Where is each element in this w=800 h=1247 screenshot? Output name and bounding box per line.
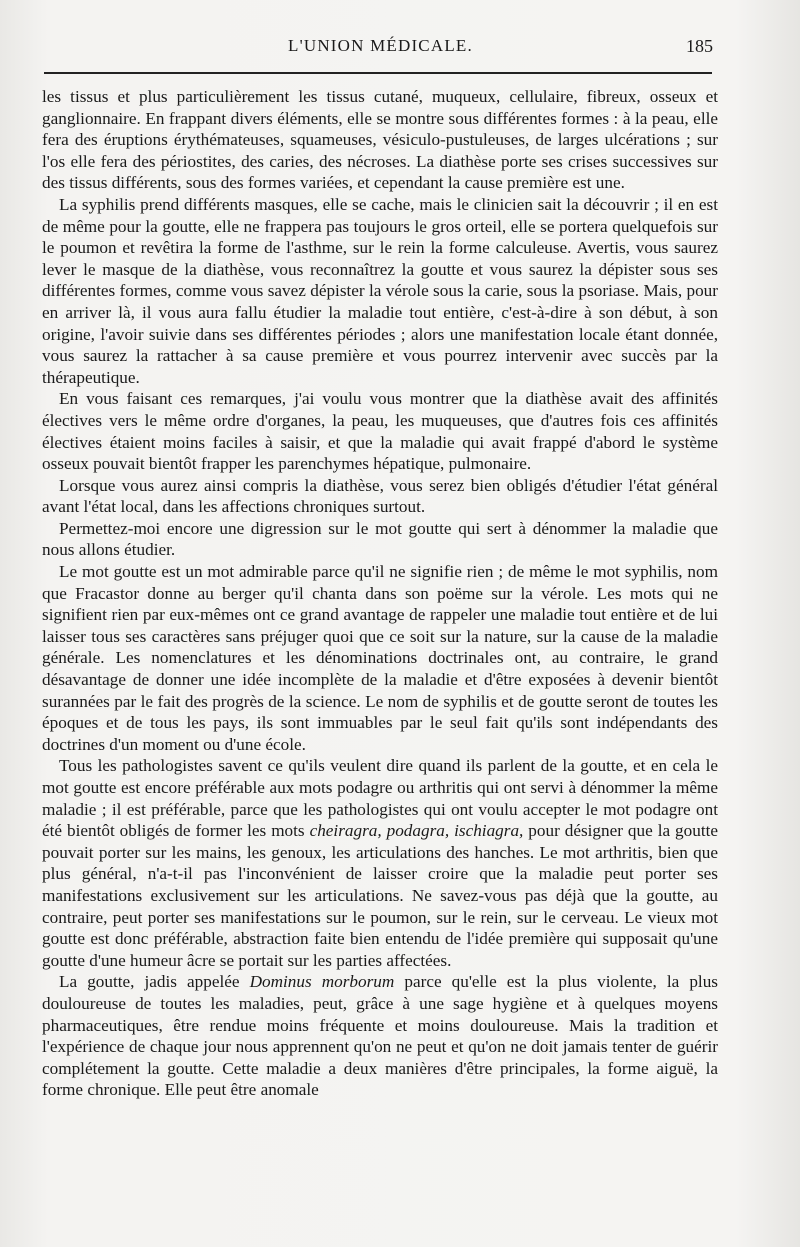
paragraph-8 bbox=[42, 971, 718, 1101]
paragraph-8-italic-term: Dominus morborum bbox=[249, 972, 395, 992]
paragraph-1: les tissus et plus particulièrement les tissus cutané, muqueux, cellulaire, fibreux, osseux et ganglionnaire. En frappant divers éléments, elle se montre sous différentes formes : à la peau, elle fera des éruptions érythémateuses, squameuses, vésiculo-pustuleuses, de larges ulcérations ; sur l'os elle fera des périostites, des caries, des nécroses. La diathèse porte ses crises successives sur des tissus différents, sous des formes variées, et cependant la cause première est une. bbox=[42, 87, 718, 193]
paragraph-8-text-a: La goutte, jadis appelée bbox=[59, 972, 250, 992]
paragraph-7-text-b: pour désigner que la goutte pouvait porter sur les mains, les genoux, les articulations des hanches. Le mot arthritis, bien que plus général, n'a-t-il pas l'inconvénient de laisser croire que la maladie peut porter ses manifestations exclusivement sur les articulations. Ne savez-vous pas déjà que la goutte, au contraire, peut porter ses manifestations sur le poumon, sur le rein, sur le cerveau. Le vieux mot goutte est donc préférable, abstraction faite bien entendu de l'idée première qui supposait qu'une goutte d'une humeur âcre se portait sur les parties affectées. bbox=[42, 821, 719, 970]
running-title: L'UNION MÉDICALE. bbox=[288, 36, 473, 55]
paragraph-4: Lorsque vous aurez ainsi compris la diathèse, vous serez bien obligés d'étudier l'état général avant l'état local, dans les affections chroniques surtout. bbox=[42, 475, 718, 517]
paragraph-3: En vous faisant ces remarques, j'ai voulu vous montrer que la diathèse avait des affinités électives vers le même ordre d'organes, la peau, les muqueuses, que d'autres fois ces affinités électives étaient moins faciles à saisir, et que la maladie qui avait frappé d'abord le système osseux pouvait bientôt frapper les parenchymes hépatique, pulmonaire. bbox=[42, 389, 718, 474]
paragraph-7 bbox=[42, 755, 718, 971]
page-header bbox=[0, 36, 800, 62]
paragraph-5: Permettez-moi encore une digression sur le mot goutte qui sert à dénommer la maladie que nous allons étudier. bbox=[42, 518, 718, 560]
paragraph-2: La syphilis prend différents masques, elle se cache, mais le clinicien sait la découvrir ; il en est de même pour la goutte, elle ne frappera pas toujours le gros orteil, elle se portera quelquefois sur le poumon et revêtira la forme de l'asthme, sur le rein la forme calculeuse. Avertis, vous saurez lever le masque de la diathèse, vous reconnaîtrez la goutte et vous saurez la dépister sous ses différentes formes, comme vous savez dépister la vérole sous la carie, sous la psoriase. Mais, pour en arriver là, il vous aura fallu étudier la maladie tout entière, c'est-à-dire à son début, à son origine, l'avoir suivie dans ses différentes périodes ; alors une manifestation locale étant donnée, vous saurez la rattacher à sa cause première et vous pourrez intervenir avec succès par la thérapeutique. bbox=[42, 194, 718, 387]
paragraph-8-text-b: parce qu'elle est la plus violente, la plus douloureuse de toutes les maladies, peut, grâce à une sage hygiène et à quelques moyens pharmaceutiques, être rendue moins fréquente et moins douloureuse. Mais la tradition et l'expérience de chaque jour nous apprennent qu'on ne peut et qu'on ne doit jamais tenter de guérir complétement la goutte. Cette maladie a deux manières d'être principales, la forme aiguë, la forme chronique. Elle peut être anomale bbox=[42, 972, 718, 1100]
body-text bbox=[42, 86, 718, 1101]
paragraph-6: Le mot goutte est un mot admirable parce qu'il ne signifie rien ; de même le mot syphilis, nom que Fracastor donne au berger qu'il chanta dans son poëme sur la vérole. Les mots qui ne signifient rien par eux-mêmes ont ce grand avantage de rappeler une maladie tout entière et de lui laisser tous ses caractères sans préjuger quoi que ce soit sur la nature, sur la cause de la maladie générale. Les nomenclatures et les dénominations doctrinales ont, au contraire, le grand désavantage de donner une idée incomplète de la maladie et d'être exposées à devenir bientôt surannées par le fait des progrès de la science. Le nom de syphilis et de goutte seront de toutes les époques et de tous les pays, ils sont immuables par le seul fait qu'ils sont indépendants des doctrines d'un moment ou d'une école. bbox=[42, 562, 718, 754]
paragraph-7-text-a: Tous les pathologistes savent ce qu'ils veulent dire quand ils parlent de la goutte, et en cela le mot goutte est encore préférable aux mots podagre ou arthritis qui ont servi à dénommer la même maladie ; il est préférable, parce que les pathologistes qui ont voulu accepter le mot podagre ont été bientôt obligés de former les mots bbox=[42, 756, 718, 841]
paragraph-7-italic-terms: cheiragra, podagra, ischiagra, bbox=[309, 821, 524, 841]
header-rule bbox=[44, 72, 712, 74]
page-number: 185 bbox=[686, 36, 713, 56]
